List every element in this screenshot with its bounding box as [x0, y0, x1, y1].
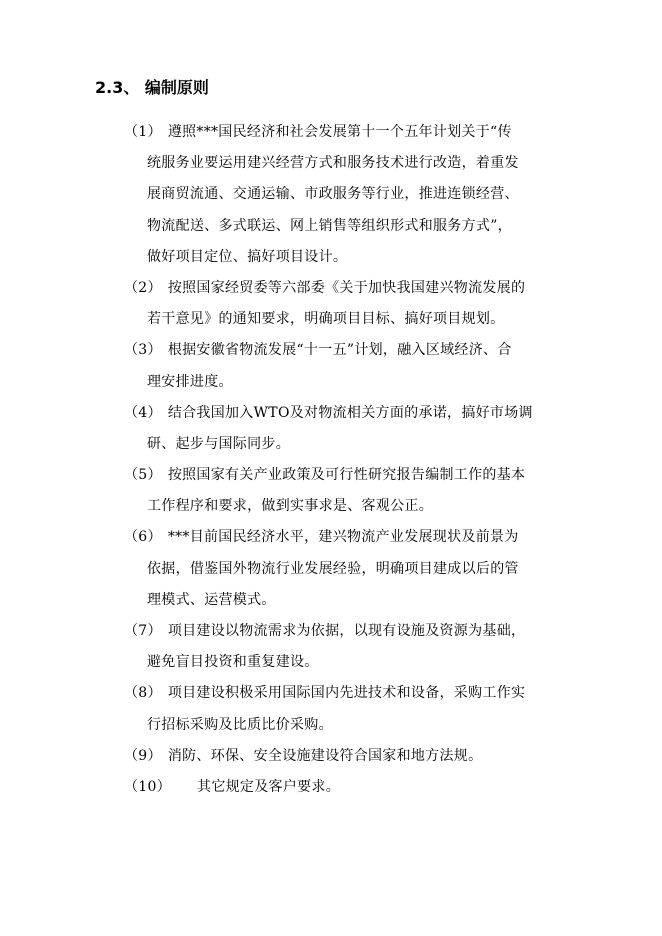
- item-text: 项目建设以物流需求为依据，以现有设施及资源为基础，: [167, 623, 526, 639]
- item-text: 消防、环保、安全设施建设符合国家和地方法规。: [167, 747, 483, 764]
- list-item-7: [124, 616, 594, 678]
- item-line: 理安排进度。: [147, 373, 233, 390]
- list-item-8: [124, 678, 594, 740]
- item-line: 避免盲目投资和重复建设。: [147, 654, 319, 671]
- item-line: [124, 117, 594, 148]
- item-line: 工作程序和要求，做到实事求是、客观公正。: [147, 498, 433, 515]
- list-item-3: [124, 335, 594, 397]
- item-line: 若干意见》的通知要求，明确项目目标、搞好项目规划。: [147, 311, 505, 328]
- list-item-2: [124, 273, 594, 335]
- item-number: （2）: [124, 279, 162, 296]
- list-item-1: [124, 117, 594, 273]
- item-line: [124, 678, 594, 709]
- item-number: （1）: [124, 124, 162, 140]
- item-line: [124, 335, 594, 366]
- item-text: 按照国家有关产业政策及可行性研究报告编制工作的基本: [167, 467, 526, 484]
- list-item-10: [124, 772, 594, 803]
- item-line: [124, 273, 594, 304]
- item-line: 物流配送、多式联运、网上销售等组织形式和服务方式”，: [147, 217, 512, 234]
- item-text: 根据安徽省物流发展“十一五”计划，融入区域经济、合: [167, 342, 512, 359]
- item-line: 理模式、运营模式。: [147, 591, 276, 608]
- item-line: [124, 741, 594, 772]
- item-number: （8）: [124, 685, 162, 702]
- list-item-9: [124, 741, 594, 772]
- item-line: [124, 460, 594, 491]
- item-number: （9）: [124, 747, 162, 764]
- list-item-4: [124, 398, 594, 460]
- item-line: [124, 522, 594, 553]
- item-line: 统服务业要运用建兴经营方式和服务技术进行改造，着重发: [147, 155, 519, 172]
- item-text: 按照国家经贸委等六部委《关于加快我国建兴物流发展的: [167, 279, 526, 296]
- principles-list: [124, 117, 594, 803]
- item-text: 结合我国加入WTO及对物流相关方面的承诺，搞好市场调: [167, 404, 533, 421]
- item-line: [124, 616, 594, 647]
- section-heading: 2.3、 编制原则: [95, 78, 209, 97]
- list-item-6: [124, 522, 594, 616]
- item-line: 展商贸流通、交通运输、市政服务等行业，推进连锁经营、: [147, 186, 519, 203]
- item-line: [124, 398, 594, 429]
- item-text: 其它规定及客户要求。: [197, 778, 341, 795]
- item-number: （7）: [124, 623, 162, 639]
- item-line: 研、起步与国际同步。: [147, 435, 290, 452]
- item-line: [124, 772, 594, 803]
- list-item-5: [124, 460, 594, 522]
- item-number: （3）: [124, 342, 162, 359]
- item-line: 行招标采购及比质比价采购。: [147, 716, 333, 733]
- item-text: ***目前国民经济水平，建兴物流产业发展现状及前景为: [167, 529, 519, 546]
- item-text: 遵照***国民经济和社会发展第十一个五年计划关于“传: [167, 124, 512, 140]
- item-line: 依据，借鉴国外物流行业发展经验，明确项目建成以后的管: [147, 560, 519, 577]
- item-number: （10）: [124, 778, 172, 795]
- item-line: 做好项目定位、搞好项目设计。: [147, 248, 348, 265]
- item-number: （6）: [124, 529, 162, 546]
- item-text: 项目建设积极采用国际国内先进技术和设备，采购工作实: [167, 685, 526, 702]
- item-number: （5）: [124, 467, 162, 484]
- item-number: （4）: [124, 404, 162, 421]
